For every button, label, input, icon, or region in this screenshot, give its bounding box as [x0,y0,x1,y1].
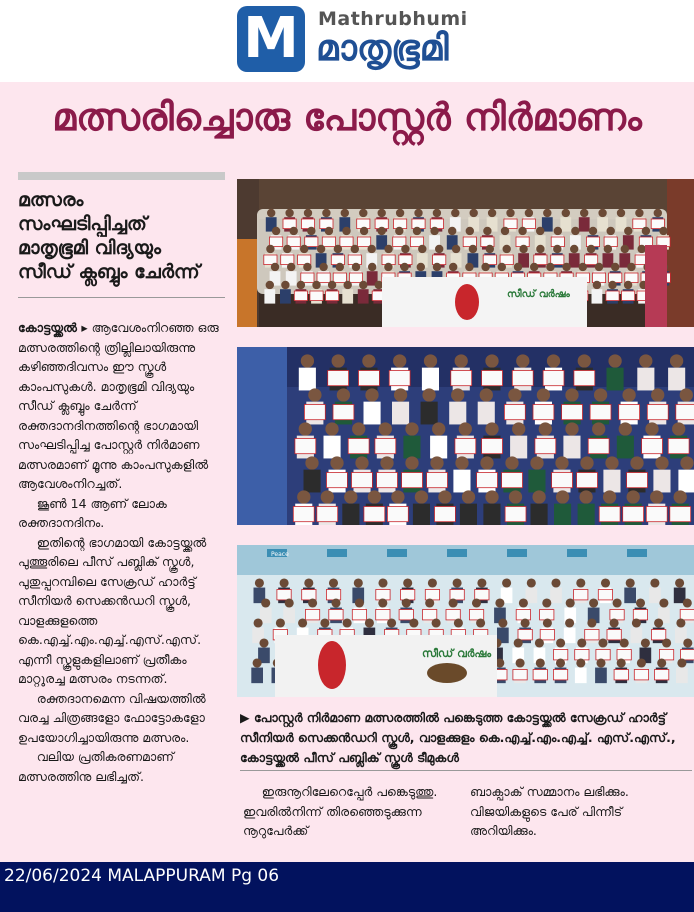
article-paragraph: ബാക്പാക് സമ്മാനം ലഭിക്കും. വിജയികളുടെ പേര് പിന്നീട് അറിയിക്കും. [470,784,629,838]
article-paragraph: ഇരുനൂറിലേറെപ്പേർ പങ്കെടുത്തു. ഇവരിൽനിന്ന് തിരഞ്ഞെടുക്കുന്ന നൂറുപേർക്ക് [243,784,438,838]
article-paragraph: രക്തദാനമെന്ന വിഷയത്തിൽ വരച്ച ചിത്രങ്ങളോ ഫോട്ടോകളോ ഉപയോഗിച്ചായിരുന്നു മത്സരം. [18,690,206,745]
article-body-column-2 [243,782,453,841]
divider [18,172,225,180]
svg-text:Peace: Peace [271,551,289,558]
group-photo-1 [237,179,694,327]
masthead-name-english: Mathrubhumi [318,8,468,30]
footer-page-label: 22/06/2024 MALAPPURAM Pg 06 [4,866,280,886]
article-body-column-3 [470,782,690,841]
article-paragraph: വലിയ പ്രതികരണമാണ് മത്സരത്തിനു ലഭിച്ചത്. [18,749,174,784]
article-paragraph: ജൂൺ 14 ആണ് ലോക രക്തദാനദിനം. [18,495,167,530]
svg-text:സീഡ് വർഷം: സീഡ് വർഷം [422,647,492,660]
masthead-name-malayalam: മാതൃഭൂമി [316,28,449,69]
photo-caption: ▶ പോസ്റ്റർ നിർമാണ മത്സരത്തിൽ പങ്കെടുത്ത കോട്ടയ്ക്കൽ സേക്രഡ് ഹാർട്ട് സീനിയർ സെക്കൻഡറി സ്കൂൾ, വാളക്കുളം കെ.എച്ച്.എം.എച്ച്. എസ്.എസ്., കോട്ടയ്ക്കൽ പീസ് പബ്ലിക് സ്കൂൾ ടീമുകൾ [240,710,676,765]
divider [240,770,692,771]
group-photo-2 [237,347,694,525]
article-headline: മത്സരിച്ചൊരു പോസ്റ്റർ നിർമാണം [52,95,642,139]
article-paragraph: കോട്ടയ്ക്കൽ ▸ ആവേശംനിറഞ്ഞ ഒരു മത്സരത്തിന്റെ ത്രില്ലിലായിരുന്നു കഴിഞ്ഞദിവസം ഈ സ്കൂൾ കാംപസുകൾ. മാതൃഭൂമി വിദ്യയും സീഡ് ക്ലബ്ബും ചേർന്ന് രക്തദാനദിനത്തിന്റെ ഭാഗമായി സംഘടിപ്പിച്ച പോസ്റ്റർ നിർമാണ മത്സരമാണ് മൂന്നു കാംപസുകളിൽ ആവേശംനിറച്ചത്. [18,320,219,491]
article-body-column-1 [18,318,225,786]
masthead [0,0,694,82]
article-subhead: മത്സരം സംഘടിപ്പിച്ചത് മാതൃഭൂമി വിദ്യയും സീഡ് ക്ലബ്ബും ചേർന്ന് [18,189,200,283]
group-photo-3 [237,545,694,697]
article-paragraph: ഇതിന്റെ ഭാഗമായി കോട്ടയ്ക്കൽ പുത്തൂരിലെ പീസ് പബ്ലിക് സ്കൂൾ, പുതുപ്പറമ്പിലെ സേക്രഡ് ഹാർട്ട് സീനിയർ സെക്കൻഡറി സ്കൂൾ, വാളക്കുളത്തെ കെ.എച്ച്.എം.എച്ച്.എസ്.എസ്. എന്നീ സ്കൂളുകളിലാണ് പ്രതീകം മാറ്റുരച്ച മത്സരം നടന്നത്. [18,534,207,686]
divider [18,297,225,298]
svg-text:സീഡ് വർഷം: സീഡ് വർഷം [507,289,570,300]
dateline: കോട്ടയ്ക്കൽ ▸ [18,320,88,335]
mathrubhumi-logo-icon: M [237,6,305,72]
